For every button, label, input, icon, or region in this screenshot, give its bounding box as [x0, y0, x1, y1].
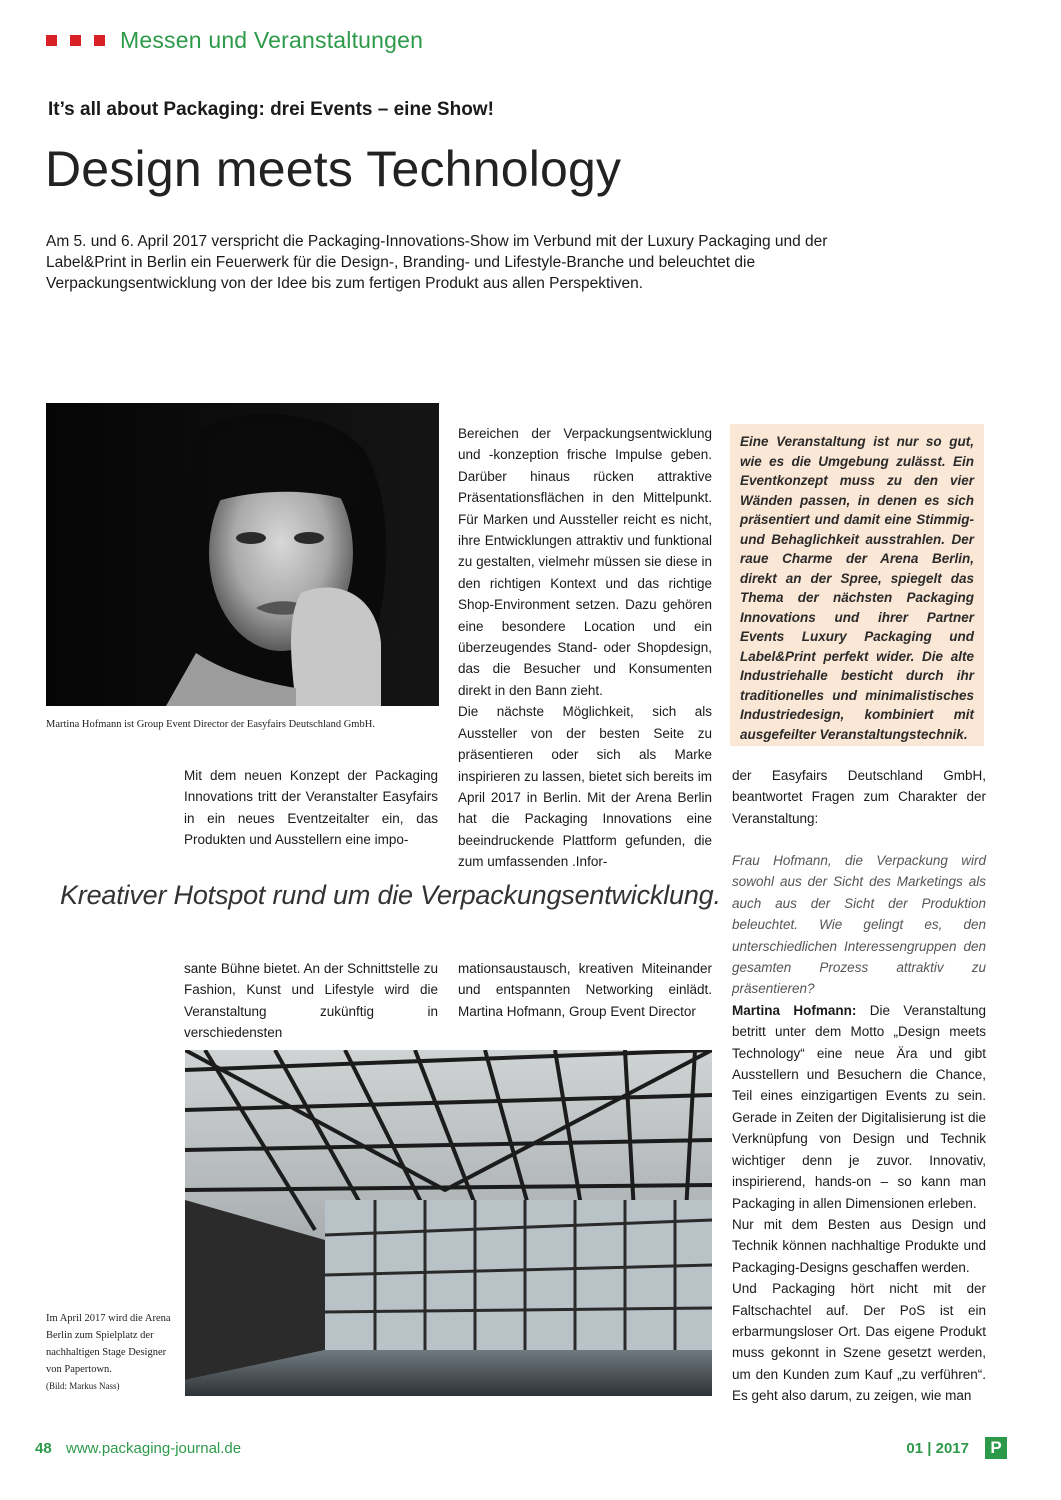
speaker-name: Martina Hofmann: [732, 1002, 857, 1018]
portrait-photo [46, 403, 439, 706]
section-header [46, 24, 423, 56]
column-3-top: Bereichen der Verpackungsentwicklung und -konzeption frische Impulse geben. Darüber hinaus rücken attraktive Präsentationsflächen in den Mittelpunkt. Für Marken und Aussteller reicht es nicht, ihre Entwicklungen attraktiv und funktional zu gestalten, vielmehr müssen sie diese in den richtigen Kontext und das richtige Shop-Environment setzen. Dazu gehören eine besondere Location und ein überzeugendes Stand- oder Shopdesign, das die Besucher und Konsumenten direkt in den Bann zieht. Die nächste Möglichkeit, sich als Aussteller von der besten Seite zu präsentieren oder sich als Marke inspirieren zu lassen, bietet sich bereits im April 2017 in Berlin. Mit der Arena Berlin hat die Packaging Innovations eine beeindruckende Plattform gefunden, die zum umfassenden .Infor- [458, 426, 712, 870]
hall-photo [185, 1050, 712, 1396]
column-4-top: der Easyfairs Deutschland GmbH, beantwortet Fragen zum Charakter der Veranstaltung: [732, 768, 986, 826]
highlight-text: Eine Veranstaltung ist nur so gut, wie es die Umgebung zulässt. Ein Eventkonzept muss zu den vier Wänden passen, in denen es sich präsentiert und damit eine Stimmig- und Behaglichkeit ausstrahlen. Der raue Charme der Arena Berlin, direkt an der Spree, spiegelt das Thema der nächsten Packaging Innovations und ihrer Partner Events Luxury Packaging und Label&Print perfekt wider. Die alte Industriehalle besticht durch ihr traditionelles und minimalistisches Industriedesign, kombiniert mit ausgefeilter Veranstaltungstechnik. [740, 434, 974, 742]
highlight-box [730, 424, 984, 746]
column-2-bottom: sante Bühne bietet. An der Schnittstelle zu Fashion, Kunst und Lifestyle wird die Veranstaltung zukünftig in verschiedensten [184, 961, 438, 1041]
page-footer [35, 1440, 1007, 1462]
lead-paragraph: Am 5. und 6. April 2017 verspricht die Packaging-Innovations-Show im Verbund mit der Luxury Packaging und der Label&Print in Berlin ein Feuerwerk für die Design-, Branding- und Lifestyle-Branche und beleuchtet die Verpackungsentwicklung von der Idee bis zum fertigen Produkt aus allen Perspektiven. [46, 233, 828, 292]
column-3-bottom: mationsaustausch, kreativen Miteinander und entspannten Networking einlädt. Martina Hofmann, Group Event Director [458, 961, 712, 1019]
page-title: Design meets Technology [45, 141, 622, 197]
portrait-caption: Martina Hofmann ist Group Event Director der Easyfairs Deutschland GmbH. [46, 719, 375, 730]
website-link[interactable]: www.packaging-journal.de [66, 1440, 242, 1457]
column-2-top: Mit dem neuen Konzept der Packaging Innovations tritt der Veranstalter Easyfairs in ein neues Eventzeitalter ein, das Produkten und Ausstellern eine impo- [184, 768, 438, 848]
red-square-icon [46, 35, 57, 46]
hall-caption: Im April 2017 wird die Arena Berlin zum Spielplatz der nachhaltigen Stage Designer von Papertown. (Bild: Markus Nass) [46, 1310, 176, 1395]
issue-number: 01 | 2017 [906, 1440, 969, 1457]
red-square-icon [70, 35, 81, 46]
photo-credit: (Bild: Markus Nass) [46, 1381, 120, 1391]
answer-text: Die Veranstaltung betritt unter dem Motto „Design meets Technology“ eine neue Ära und gibt Ausstellern und Besuchern die Chance, Teil eines einzigartigen Events zu sein. Gerade in Zeiten der Digitalisierung ist die Verknüpfung von Design und Technik wichtiger denn je zuvor. Innovativ, inspirierend, hands-on – so kann man Packaging in allen Dimensionen erleben. [732, 1002, 986, 1211]
section-label: Messen und Veranstaltungen [120, 26, 424, 53]
pull-quote: Kreativer Hotspot rund um die Verpackungsentwicklung. [60, 880, 721, 910]
column-4-interview: Frau Hofmann, die Verpackung wird sowohl aus der Sicht des Marketings als auch aus der Sicht der Produktion beleuchtet. Wie gelingt es, den unterschiedlichen Interessengruppen den gesamten Prozess attraktiv zu präsentieren? Martina Hofmann: Die Veranstaltung betritt unter dem Motto „Design meets Technology“ eine neue Ära und gibt Ausstellern und Besuchern die Chance, Teil eines einzigartigen Events zu sein. Gerade in Zeiten der Digitalisierung ist die Verknüpfung von Design und Technik wichtiger denn je zuvor. Innovativ, inspirierend, hands-on – so kann man Packaging in allen Dimensionen erleben. Nur mit dem Besten aus Design und Technik können nachhaltige Produkte und Packaging-Designs geschaffen werden. Und Packaging hört nicht mit der Faltschachtel auf. Der PoS ist ein erbarmungsloser Ort. Das eigene Produkt muss gekonnt in Szene gesetzt werden, um den Kunden zum Kauf „zu verführen“. Es geht also darum, zu zeigen, wie man [732, 850, 986, 1407]
page-number: 48 [35, 1440, 52, 1457]
red-square-icon [94, 35, 105, 46]
interview-question: Frau Hofmann, die Verpackung wird sowohl aus der Sicht des Marketings als auch aus der Sicht der Produktion beleuchtet. Wie gelingt es, den unterschiedlichen Interessengruppen den gesamten Prozess attraktiv zu präsentieren? [732, 853, 986, 997]
kicker: It’s all about Packaging: drei Events – eine Show! [48, 99, 494, 120]
journal-logo: P [985, 1437, 1007, 1459]
